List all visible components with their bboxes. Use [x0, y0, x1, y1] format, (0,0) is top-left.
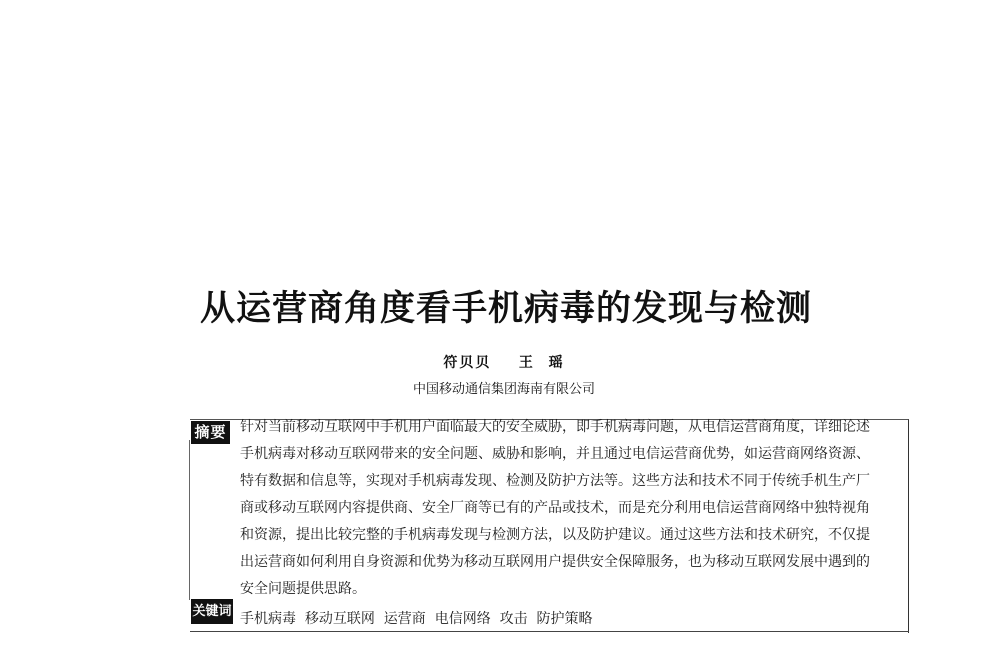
abstract-line: 和资源，提出比较完整的手机病毒发现与检测方法，以及防护建议。通过这些方法和技术研究，不仅提	[240, 527, 870, 543]
keywords-label: 关键词	[191, 599, 233, 624]
abstract-label: 摘要	[191, 421, 230, 444]
abstract-line: 针对当前移动互联网中手机用户面临最大的安全威胁，即手机病毒问题，从电信运营商角度，详细论述	[240, 419, 870, 435]
abstract-bottom-rule	[190, 631, 909, 632]
abstract-left-rule	[189, 440, 190, 600]
keywords-list: 手机病毒 移动互联网 运营商 电信网络 攻击 防护策略	[240, 611, 593, 627]
affiliation: 中国移动通信集团海南有限公司	[412, 382, 595, 397]
abstract-line: 出运营商如何利用自身资源和优势为移动互联网用户提供安全保障服务，也为移动互联网发展中遇到的	[240, 554, 870, 570]
authors: 符贝贝 王 瑶	[443, 355, 565, 371]
abstract-line: 商或移动互联网内容提供商、安全厂商等已有的产品或技术，而是充分利用电信运营商网络中独特视角	[240, 500, 870, 516]
abstract-body	[240, 414, 903, 603]
abstract-line: 特有数据和信息等，实现对手机病毒发现、检测及防护方法等。这些方法和技术不同于传统手机生产厂	[240, 473, 870, 489]
abstract-line: 安全问题提供思路。	[240, 581, 366, 597]
abstract-line: 手机病毒对移动互联网带来的安全问题、威胁和影响，并且通过电信运营商优势，如运营商网络资源、	[240, 446, 870, 462]
paper-title: 从运营商角度看手机病毒的发现与检测	[199, 289, 812, 329]
